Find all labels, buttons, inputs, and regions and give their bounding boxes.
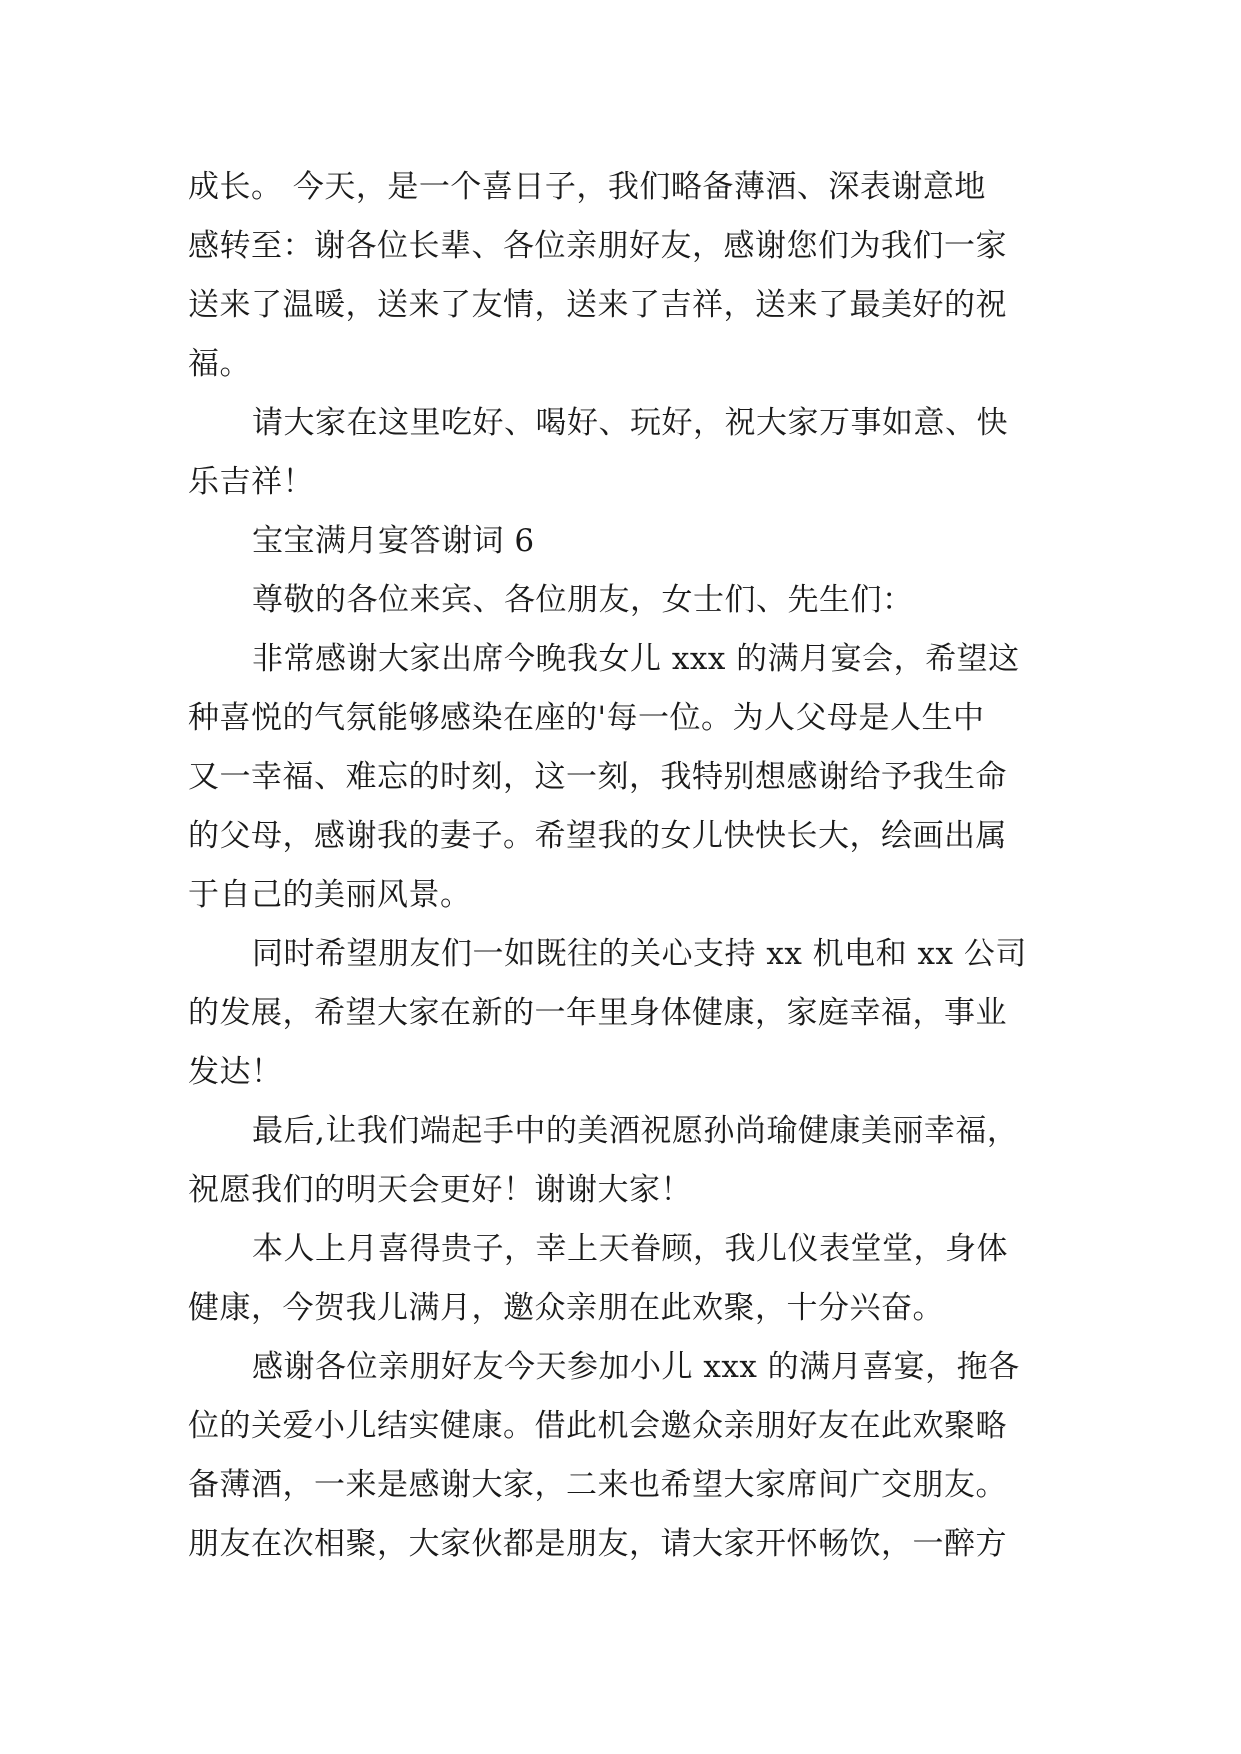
text-line: 成长。 今天，是一个喜日子，我们略备薄酒、深表谢意地	[188, 169, 986, 205]
text-line: 乐吉祥！	[188, 464, 314, 500]
paragraph-start-line: 感谢各位亲朋好友今天参加小儿 xxx 的满月喜宴，拖各	[252, 1349, 1020, 1385]
text-line: 的发展，希望大家在新的一年里身体健康，家庭幸福，事业	[188, 995, 1007, 1031]
text-line: 种喜悦的气氛能够感染在座的'每一位。为人父母是人生中	[188, 700, 985, 736]
text-line: 的父母，感谢我的妻子。希望我的女儿快快长大，绘画出属	[188, 818, 1007, 854]
text-line: 又一幸福、难忘的时刻，这一刻，我特别想感谢给予我生命	[188, 759, 1007, 795]
text-line: 福。	[188, 346, 251, 382]
paragraph-start-line: 本人上月喜得贵子，幸上天眷顾，我儿仪表堂堂，身体	[252, 1231, 1008, 1267]
text-line: 备薄酒，一来是感谢大家，二来也希望大家席间广交朋友。	[188, 1467, 1007, 1503]
text-line: 祝愿我们的明天会更好！谢谢大家！	[188, 1172, 692, 1208]
paragraph-start-line: 最后,让我们端起手中的美酒祝愿孙尚瑜健康美丽幸福，	[252, 1113, 1019, 1149]
text-line: 健康，今贺我儿满月，邀众亲朋在此欢聚，十分兴奋。	[188, 1290, 944, 1326]
text-line: 发达！	[188, 1054, 283, 1090]
paragraph-start-line: 请大家在这里吃好、喝好、玩好，祝大家万事如意、快	[252, 405, 1008, 441]
paragraph-start-line: 非常感谢大家出席今晚我女儿 xxx 的满月宴会，希望这	[252, 641, 1020, 677]
salutation-line: 尊敬的各位来宾、各位朋友，女士们、先生们：	[252, 582, 914, 618]
document-body	[188, 158, 1068, 1574]
text-line: 位的关爱小儿结实健康。借此机会邀众亲朋好友在此欢聚略	[188, 1408, 1007, 1444]
paragraph-start-line: 同时希望朋友们一如既往的关心支持 xx 机电和 xx 公司	[252, 936, 1027, 972]
text-line: 送来了温暖，送来了友情，送来了吉祥，送来了最美好的祝	[188, 287, 1007, 323]
text-line: 朋友在次相聚，大家伙都是朋友，请大家开怀畅饮，一醉方	[188, 1526, 1007, 1562]
text-line: 感转至：谢各位长辈、各位亲朋好友，感谢您们为我们一家	[188, 228, 1007, 264]
section-heading: 宝宝满月宴答谢词 6	[252, 523, 535, 559]
text-line: 于自己的美丽风景。	[188, 877, 472, 913]
